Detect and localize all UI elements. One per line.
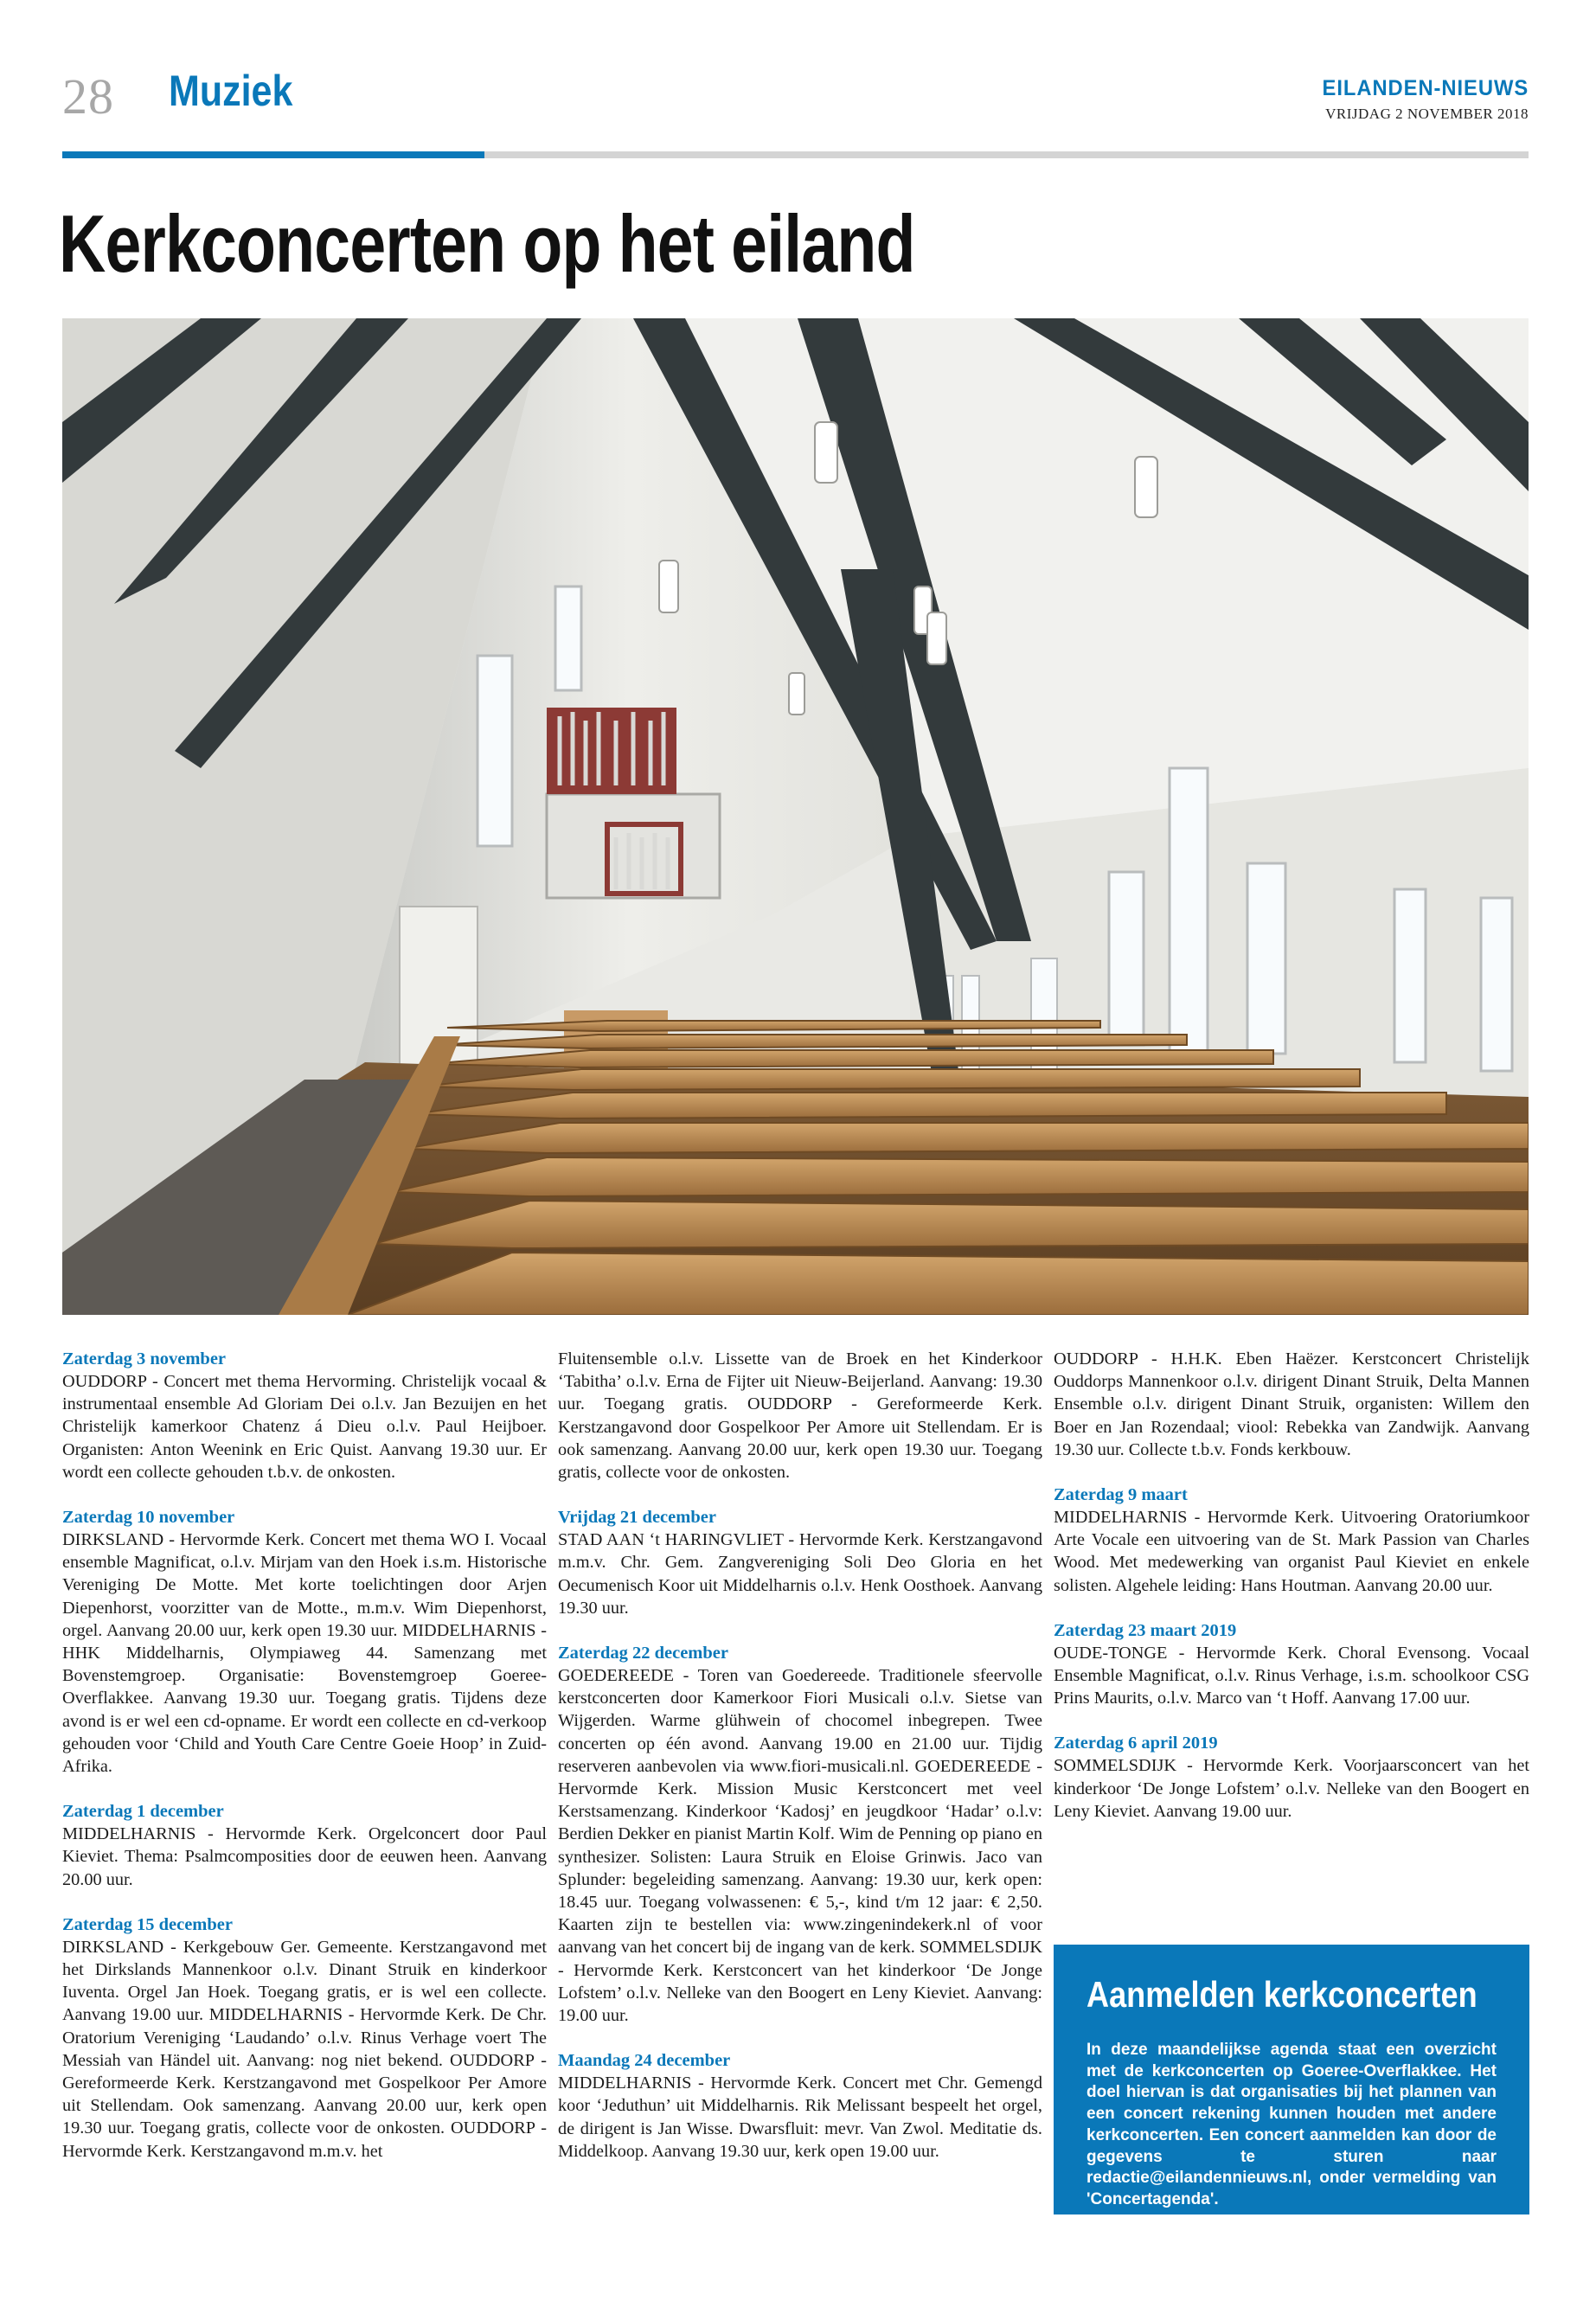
agenda-entry: [1054, 1619, 1529, 1710]
agenda-date: Zaterdag 23 maart 2019: [1054, 1620, 1237, 1640]
agenda-text: MIDDELHARNIS - Hervormde Kerk. Concert met Chr. Gemengd koor ‘Jeduthun’ uit Middelharnis. Rik Melissant bespeelt het orgel, de dirigent is Jan Wisse. Dwarsfluit: mevr. Van Zwol. Meditatie ds. Middelkoop. Aanvang 19.30 uur, kerk open 19.00 uur.: [558, 2073, 1042, 2161]
agenda-date: Zaterdag 3 november: [62, 1349, 227, 1368]
agenda-entry: [1054, 1348, 1529, 1461]
page-number: 28: [62, 68, 114, 125]
agenda-entry: [1054, 1732, 1529, 1823]
agenda-column-1: [62, 1348, 547, 2185]
agenda-entry: [62, 1348, 547, 1484]
agenda-date: Zaterdag 6 april 2019: [1054, 1734, 1218, 1753]
agenda-entry: [62, 1800, 547, 1891]
agenda-date: Maandag 24 december: [558, 2051, 731, 2071]
issue-date: VRIJDAG 2 NOVEMBER 2018: [1325, 106, 1529, 122]
agenda-date: Zaterdag 9 maart: [1054, 1485, 1188, 1505]
agenda-entry: [558, 2049, 1042, 2163]
agenda-date: Zaterdag 10 november: [62, 1508, 235, 1528]
agenda-text: GOEDEREEDE - Toren van Goedereede. Traditionele sfeervolle kerstconcerten door Kamerkoor Fiori Musicali o.l.v. Sietse van Wijgerden. Warme glühwein of chocomel inbegrepen. Twee concerten op één avond. Aanvang 19.00 en 21.00 uur. Tijdig reserveren aanbevolen via www.fiori-musicali.nl. GOEDEREEDE - Hervormde Kerk. Mission Music Kerstconcert met veel Kerstsamenzang. Kinderkoor ‘Kadosj’ en jeugdkoor ‘Hadar’ o.l.v: Berdien Dekker en pianist Martin Kolf. Wim de Penning op piano en synthesizer. Solisten: Laura Struik en Eloise Grinwis. Jaco van Splunder: begeleiding samenzang. Aanvang: 19.30 uur, kerk open: 18.45 uur. Toegang volwassenen: € 5,-, kind t/m 12 jaar: € 2,50. Kaarten zijn te bestellen via: www.zingenindekerk.nl of voor aanvang van het concert bij de ingang van de kerk. SOMMELSDIJK - Hervormde Kerk. Kerstconcert van het kinderkoor ‘De Jonge Lofstem’ o.l.v. Nelleke van den Boogert en Leny Kieviet. Aanvang: 19.00 uur.: [558, 1666, 1042, 2026]
info-box: [1054, 1945, 1529, 2214]
agenda-entry: [62, 1506, 547, 1778]
agenda-text: STAD AAN ‘t HARINGVLIET - Hervormde Kerk. Kerstzangavond m.m.v. Chr. Gem. Zangvereniging Soli Deo Gloria en het Oecumenisch Koor uit Middelharnis o.l.v. Henk Oosthoek. Aanvang 19.30 uur.: [558, 1530, 1042, 1618]
agenda-entry: [558, 1642, 1042, 2027]
agenda-text: DIRKSLAND - Hervormde Kerk. Concert met thema WO I. Vocaal ensemble Magnificat, o.l.v. Mirjam van den Hoek i.s.m. Historische Vereniging De Motte. Met korte toelichtingen door Arjen Diepenhorst, voorzitter van de Motte., m.m.v. Wim Diepenhorst, orgel. Aanvang 20.00 uur, kerk open 19.30 uur. MIDDELHARNIS - HHK Middelharnis, Olympiaweg 44. Samenzang met Bovenstemgroep. Organisatie: Bovenstemgroep Goeree-Overflakkee. Aanvang 19.30 uur. Toegang gratis. Tijdens deze avond is er wel een cd-opname. Er wordt een collecte en cd-verkoop gehouden voor ‘Child and Youth Care Centre Goeie Hoop’ in Zuid-Afrika.: [62, 1530, 547, 1777]
agenda-date: Zaterdag 1 december: [62, 1802, 224, 1822]
agenda-text: OUDDORP - H.H.K. Eben Haëzer. Kerstconcert Christelijk Ouddorps Mannenkoor o.l.v. dirigent Dinant Struik, Delta Mannen Ensemble o.l.v. dirigent Dinant Struik, organisten: Willem den Boer en Jan Rozendaal; viool: Rebekka van Zandwijk. Aanvang 19.30 uur. Collecte t.b.v. Fonds kerkbouw.: [1054, 1349, 1529, 1459]
info-box-body: In deze maandelijkse agenda staat een overzicht met de kerkconcerten op Goeree-Overflakkee. Het doel hiervan is dat organisaties bij het plannen van een concert rekening kunnen houden met andere kerkconcerten. Een concert aanmelden kan door de gegevens te sturen naar redactie@eilandennieuws.nl, onder vermelding van 'Concertagenda'.: [1086, 2041, 1497, 2208]
agenda-date: Zaterdag 15 december: [62, 1914, 233, 1934]
agenda-entry: [62, 1913, 547, 2163]
agenda-text: Fluitensemble o.l.v. Lissette van de Broek en het Kinderkoor ‘Tabitha’ o.l.v. Erna de Fijter uit Nieuw-Beijerland. Aanvang: 19.30 uur. Toegang gratis. OUDDORP - Gereformeerde Kerk. Kerstzangavond door Gospelkoor Per Amore uit Stellendam. Er is ook samenzang. Aanvang 20.00 uur, kerk open 19.30 uur. Toegang gratis, collecte voor de onkosten.: [558, 1349, 1042, 1483]
agenda-text: OUDE-TONGE - Hervormde Kerk. Choral Evensong. Vocaal Ensemble Magnificat, o.l.v. Rinus Verhage, i.s.m. schoolkoor CSG Prins Maurits, o.l.v. Marco van ‘t Hoff. Aanvang 17.00 uur.: [1054, 1643, 1529, 1708]
headline: Kerkconcerten op het eiland: [59, 198, 915, 289]
newspaper-logo: EILANDEN-NIEUWS: [1322, 76, 1529, 100]
agenda-date: Zaterdag 22 december: [558, 1644, 728, 1663]
agenda-text: SOMMELSDIJK - Hervormde Kerk. Voorjaarsconcert van het kinderkoor ‘De Jonge Lofstem’ o.l.v. Nelleke van den Boogert en Leny Kieviet. Aanvang 19.00 uur.: [1054, 1756, 1529, 1821]
header-rule-accent: [62, 151, 484, 158]
info-box-title: Aanmelden kerkconcerten: [1086, 1974, 1477, 2015]
agenda-date: Vrijdag 21 december: [558, 1508, 716, 1528]
church-interior-photo: [62, 318, 1529, 1315]
agenda-entry: [1054, 1484, 1529, 1597]
agenda-entry: [558, 1506, 1042, 1619]
agenda-column-2: [558, 1348, 1042, 2185]
agenda-text: MIDDELHARNIS - Hervormde Kerk. Orgelconcert door Paul Kieviet. Thema: Psalmcomposities door de eeuwen heen. Aanvang 20.00 uur.: [62, 1824, 547, 1889]
agenda-text: MIDDELHARNIS - Hervormde Kerk. Uitvoering Oratoriumkoor Arte Vocale een uitvoering van de St. Mark Passion van Charles Wood. Met medewerking van organist Paul Kieviet en enkele solisten. Algehele leiding: Hans Houtman. Aanvang 20.00 uur.: [1054, 1508, 1529, 1595]
agenda-text: DIRKSLAND - Kerkgebouw Ger. Gemeente. Kerstzangavond met het Dirkslands Mannenkoor o.l.v. Dinant Struik en kinderkoor Iuventa. Orgel Jan Hoek. Toegang gratis, er is wel een collecte. Aanvang 19.00 uur. MIDDELHARNIS - Hervormde Kerk. De Chr. Oratorium Vereniging ‘Laudando’ o.l.v. Rinus Verhage voert The Messiah van Händel uit. Aanvang: nog niet bekend. OUDDORP - Gereformeerde Kerk. Kerstzangavond met Gospelkoor Per Amore uit Stellendam. Ook samenzang. Aanvang 20.00 uur, kerk open 19.30 uur. Toegang gratis, collecte voor de onkosten. OUDDORP - Hervormde Kerk. Kerstzangavond m.m.v. het: [62, 1937, 547, 2161]
agenda-column-3: [1054, 1348, 1529, 1845]
section-title: Muziek: [169, 67, 293, 115]
agenda-text: OUDDORP - Concert met thema Hervorming. Christelijk vocaal & instrumentaal ensemble Ad Gloriam Dei o.l.v. Jan Bezuijen en het Christelijk kamerkoor Chatenz á Dieu o.l.v. Paul Heijboer. Organisten: Anton Weenink en Eric Quist. Aanvang 19.30 uur. Er wordt een collecte gehouden t.b.v. de onkosten.: [62, 1372, 547, 1482]
agenda-entry: [558, 1348, 1042, 1484]
